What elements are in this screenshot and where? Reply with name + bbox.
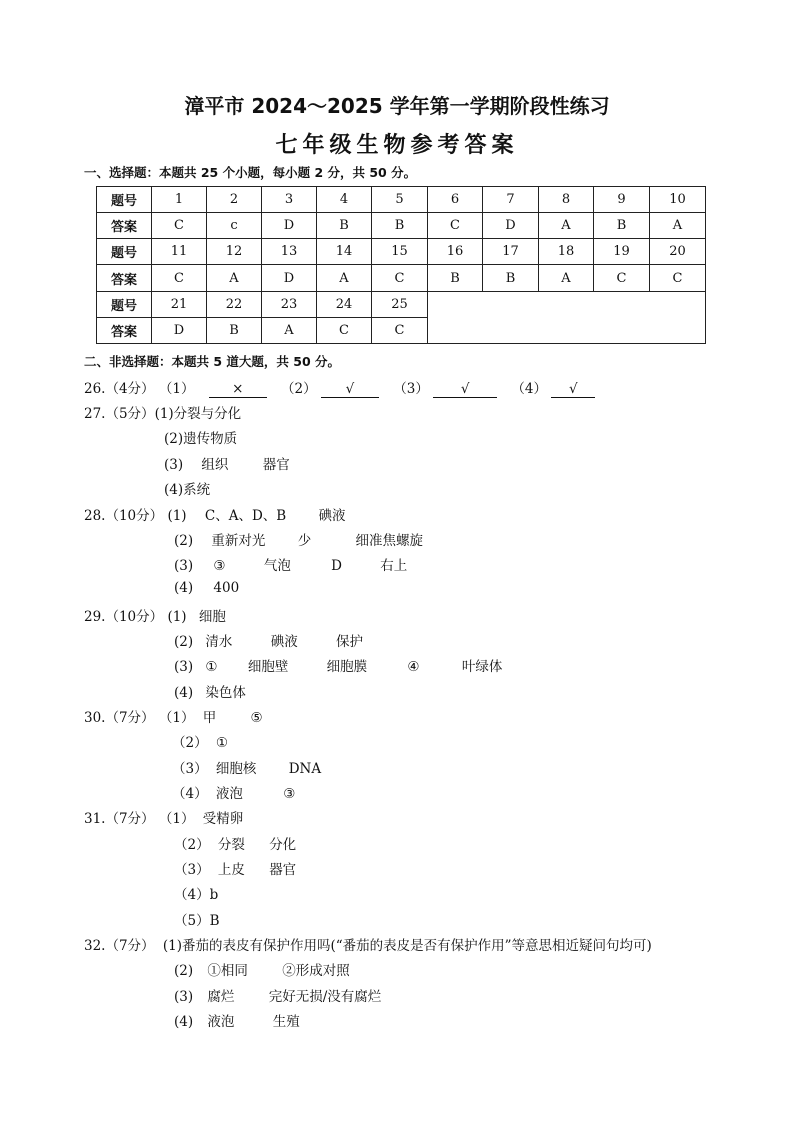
question-number: 17 xyxy=(483,239,539,265)
answer-cell: B xyxy=(428,265,483,291)
answer-text: 液泡 xyxy=(215,786,243,802)
question-number: 26.（4分） xyxy=(84,381,155,397)
answer-cell: A xyxy=(539,265,594,291)
answer-line xyxy=(174,833,296,853)
answer-text: 上皮 xyxy=(217,862,245,878)
answer-cell: C xyxy=(152,265,207,291)
part-label: （3） xyxy=(393,381,429,397)
question-number: 30.（7分） xyxy=(84,710,155,726)
question-number: 9 xyxy=(594,187,650,213)
question-number: 13 xyxy=(262,239,317,265)
answer-cell: C xyxy=(428,213,483,239)
table-row xyxy=(97,239,706,265)
answer-text: ① xyxy=(205,659,218,675)
answer-cell: C xyxy=(372,265,428,291)
answer-cell: D xyxy=(483,213,539,239)
question-number: 23 xyxy=(262,291,317,317)
answer-line xyxy=(172,782,295,802)
answer-text: (1)番茄的表皮有保护作用吗(“番茄的表皮是否有保护作用”等意思相近疑问句均可) xyxy=(162,938,652,954)
question-number: 15 xyxy=(372,239,428,265)
answer-cell: B xyxy=(483,265,539,291)
answer-text: ③ xyxy=(283,786,296,802)
answer-line xyxy=(172,731,228,751)
question-number: 2 xyxy=(207,187,262,213)
page-subtitle: 七年级生物参考答案 xyxy=(275,133,519,158)
part-label: （1） xyxy=(158,381,195,397)
part-label: (2) xyxy=(174,533,194,549)
question-26 xyxy=(84,377,595,398)
answer-text: ②形成对照 xyxy=(282,963,350,979)
answer-text: 清水 xyxy=(205,634,233,650)
part-label: （4） xyxy=(511,381,548,397)
question-number: 10 xyxy=(650,187,706,213)
answer-line xyxy=(174,554,407,574)
answer-blank: √ xyxy=(551,382,595,398)
question-number: 6 xyxy=(428,187,483,213)
question-number: 25 xyxy=(372,291,428,317)
answer-line xyxy=(164,453,290,473)
question-number: 27.（5分） xyxy=(84,406,155,422)
question-number: 28.（10分） xyxy=(84,508,164,524)
answer-cell: D xyxy=(152,317,207,343)
answer-line xyxy=(174,681,246,701)
answer-cell: B xyxy=(317,213,372,239)
answer-line xyxy=(174,959,350,979)
question-27 xyxy=(84,402,241,422)
row-label-question: 题号 xyxy=(97,239,152,265)
question-number: 24 xyxy=(317,291,372,317)
part-label: (2) xyxy=(174,963,194,979)
answer-text: 细胞 xyxy=(198,609,226,625)
answer-line: （5）B xyxy=(174,913,220,929)
part-label: (1) xyxy=(167,508,187,524)
row-label-answer: 答案 xyxy=(97,265,152,291)
answer-cell: A xyxy=(317,265,372,291)
answer-line xyxy=(174,580,239,596)
part-label: （4） xyxy=(172,786,208,802)
part-label: (4) xyxy=(174,1014,194,1030)
answer-cell: B xyxy=(207,317,262,343)
question-31 xyxy=(84,807,243,827)
answer-text: ① xyxy=(215,735,228,751)
question-number: 8 xyxy=(539,187,594,213)
question-number: 19 xyxy=(594,239,650,265)
part-label: (3) xyxy=(174,659,194,675)
answer-line: （4）b xyxy=(174,887,219,903)
answer-text: 组织 xyxy=(201,457,229,473)
part-label: (1) xyxy=(167,609,187,625)
answer-text: 少 xyxy=(297,533,312,549)
answer-text: 细准焦螺旋 xyxy=(355,533,424,549)
answer-text: 细胞壁 xyxy=(247,659,289,675)
answer-text: 甲 xyxy=(202,710,217,726)
row-label-question: 题号 xyxy=(97,291,152,317)
row-label-answer: 答案 xyxy=(97,317,152,343)
question-number: 12 xyxy=(207,239,262,265)
answer-blank: √ xyxy=(321,382,379,398)
page-title: 漳平市 2024～2025 学年第一学期阶段性练习 xyxy=(184,94,610,118)
answer-line xyxy=(174,858,296,878)
answer-cell: B xyxy=(594,213,650,239)
part-label: （3） xyxy=(172,761,208,777)
answer-line xyxy=(174,985,381,1005)
answer-text: ④ xyxy=(407,659,420,675)
section-heading-choice: 一、选择题：本题共 25 个小题，每小题 2 分，共 50 分。 xyxy=(84,165,417,180)
answer-text: ①相同 xyxy=(207,963,248,979)
question-number: 11 xyxy=(152,239,207,265)
answer-text: 细胞核 xyxy=(215,761,257,777)
answer-text: 腐烂 xyxy=(207,989,235,1005)
part-label: （3） xyxy=(174,862,210,878)
answer-cell: c xyxy=(207,213,262,239)
question-number: 14 xyxy=(317,239,372,265)
answer-text: 液泡 xyxy=(207,1014,235,1030)
answer-text: D xyxy=(331,558,342,574)
part-label: （1） xyxy=(158,710,195,726)
answer-text: 碘液 xyxy=(270,634,298,650)
part-label: (3) xyxy=(174,989,194,1005)
part-label: (4) xyxy=(174,580,194,596)
answer-cell: D xyxy=(262,213,317,239)
question-number: 16 xyxy=(428,239,483,265)
answer-line xyxy=(172,757,321,777)
question-number: 32.（7分） xyxy=(84,938,155,954)
part-label: (3) xyxy=(174,558,194,574)
answer-text: 器官 xyxy=(262,457,290,473)
answer-blank: √ xyxy=(433,382,497,398)
answer-line xyxy=(174,1010,300,1030)
answer-text: 气泡 xyxy=(263,558,291,574)
answer-cell: C xyxy=(152,213,207,239)
answer-line: (1)分裂与分化 xyxy=(154,406,242,422)
answer-text: ⑤ xyxy=(250,710,263,726)
question-number: 5 xyxy=(372,187,428,213)
question-28 xyxy=(84,504,346,524)
question-number: 21 xyxy=(152,291,207,317)
answer-blank: × xyxy=(209,382,267,398)
answer-text: 完好无损/没有腐烂 xyxy=(268,989,382,1005)
answer-text: 叶绿体 xyxy=(461,659,503,675)
answer-cell: C xyxy=(650,265,706,291)
answer-text: 受精卵 xyxy=(202,811,244,827)
question-number: 4 xyxy=(317,187,372,213)
answer-text: 分裂 xyxy=(217,837,245,853)
question-32 xyxy=(84,934,652,954)
question-30 xyxy=(84,706,263,726)
answer-table xyxy=(96,186,706,344)
answer-text: 400 xyxy=(213,580,240,596)
answer-text: 碘液 xyxy=(318,508,346,524)
part-label: （2） xyxy=(174,837,210,853)
answer-line xyxy=(174,529,423,549)
question-number: 3 xyxy=(262,187,317,213)
answer-cell: C xyxy=(317,317,372,343)
answer-line: (4)系统 xyxy=(164,482,211,498)
answer-cell: A xyxy=(650,213,706,239)
answer-cell: A xyxy=(539,213,594,239)
part-label: （2） xyxy=(281,381,317,397)
part-label: （2） xyxy=(172,735,208,751)
answer-text: 生殖 xyxy=(272,1014,300,1030)
question-number: 1 xyxy=(152,187,207,213)
answer-text: DNA xyxy=(288,761,322,777)
answer-text: C、A、D、B xyxy=(204,508,287,524)
blank-cell xyxy=(428,291,706,343)
question-number: 20 xyxy=(650,239,706,265)
answer-text: 重新对光 xyxy=(211,533,266,549)
table-row xyxy=(97,291,706,317)
answer-cell: D xyxy=(262,265,317,291)
answer-text: 染色体 xyxy=(205,685,246,701)
part-label: (2) xyxy=(174,634,194,650)
row-label-answer: 答案 xyxy=(97,213,152,239)
answer-cell: A xyxy=(262,317,317,343)
part-label: (4) xyxy=(174,685,194,701)
section-heading-nonchoice: 二、非选择题：本题共 5 道大题，共 50 分。 xyxy=(84,354,341,369)
answer-text: 右上 xyxy=(380,558,408,574)
question-number: 7 xyxy=(483,187,539,213)
answer-line: (2)遗传物质 xyxy=(164,431,238,447)
answer-text: 器官 xyxy=(269,862,297,878)
question-number: 22 xyxy=(207,291,262,317)
answer-cell: B xyxy=(372,213,428,239)
answer-text: 细胞膜 xyxy=(326,659,368,675)
answer-cell: C xyxy=(372,317,428,343)
answer-cell: A xyxy=(207,265,262,291)
question-number: 29.（10分） xyxy=(84,609,164,625)
row-label-question: 题号 xyxy=(97,187,152,213)
answer-text: 保护 xyxy=(336,634,364,650)
answer-text: 分化 xyxy=(269,837,297,853)
question-number: 31.（7分） xyxy=(84,811,155,827)
part-label: (3) xyxy=(164,457,184,473)
question-29 xyxy=(84,605,226,625)
answer-line xyxy=(174,655,502,675)
answer-text: ③ xyxy=(213,558,226,574)
table-row xyxy=(97,213,706,239)
question-number: 18 xyxy=(539,239,594,265)
answer-cell: C xyxy=(594,265,650,291)
part-label: （1） xyxy=(158,811,195,827)
table-row xyxy=(97,187,706,213)
table-row xyxy=(97,265,706,291)
answer-line xyxy=(174,630,363,650)
